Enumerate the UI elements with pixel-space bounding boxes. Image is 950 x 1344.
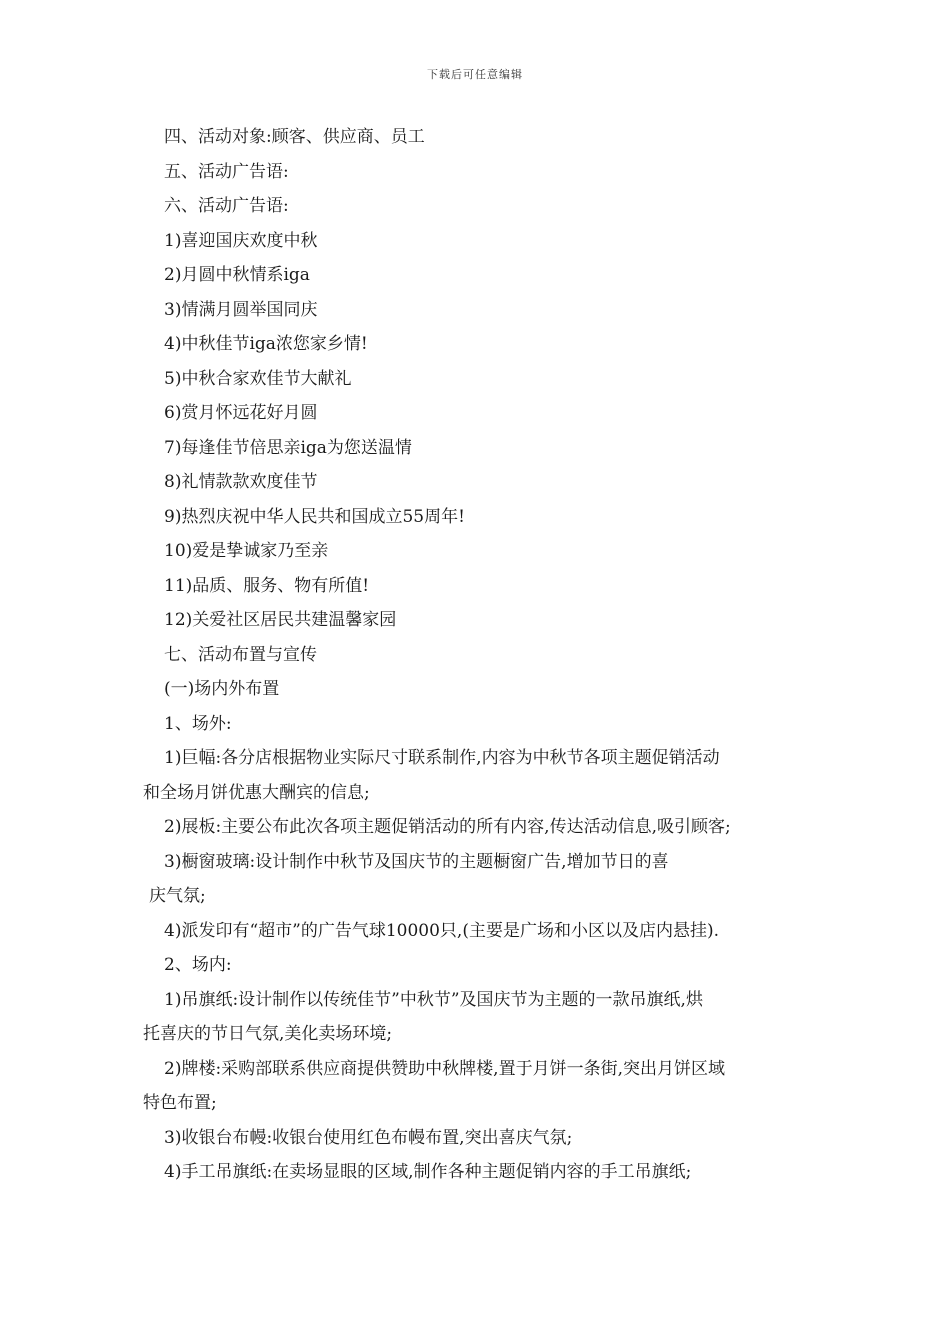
text-line: 1)吊旗纸:设计制作以传统佳节”中秋节”及国庆节为主题的一款吊旗纸,烘	[164, 989, 703, 1010]
text-line: 9)热烈庆祝中华人民共和国成立55周年!	[164, 506, 465, 527]
text-line: 3)情满月圆举国同庆	[164, 299, 318, 320]
text-line: 10)爱是挚诚家乃至亲	[164, 541, 329, 561]
text-line: 2)展板:主要公布此次各项主题促销活动的所有内容,传达活动信息,吸引顾客;	[164, 817, 731, 837]
text-line: 4)派发印有“超市”的广告气球10000只,(主要是广场和小区以及店内悬挂).	[164, 920, 719, 941]
text-line: 5)中秋合家欢佳节大献礼	[164, 368, 352, 389]
text-line: 4)手工吊旗纸:在卖场显眼的区域,制作各种主题促销内容的手工吊旗纸;	[164, 1162, 692, 1182]
text-line: 4)中秋佳节iga浓您家乡情!	[164, 334, 368, 354]
text-line: 2、场内:	[164, 955, 232, 975]
text-line: 庆气氛;	[149, 886, 206, 906]
text-line: 3)收银台布幔:收银台使用红色布幔布置,突出喜庆气氛;	[164, 1127, 573, 1148]
text-line: 2)月圆中秋情系iga	[164, 265, 310, 285]
text-line: 七、活动布置与宣传	[164, 644, 317, 665]
page-header: 下载后可任意编辑	[427, 68, 523, 81]
text-line: 7)每逢佳节倍思亲iga为您送温情	[164, 437, 412, 458]
document-body	[143, 120, 815, 1190]
text-line: 四、活动对象:顾客、供应商、员工	[164, 127, 425, 147]
text-line: 1、场外:	[164, 713, 232, 734]
text-line: 2)牌楼:采购部联系供应商提供赞助中秋牌楼,置于月饼一条街,突出月饼区域	[164, 1058, 725, 1079]
text-line: 1)喜迎国庆欢度中秋	[164, 230, 318, 251]
text-line: 特色布置;	[143, 1093, 217, 1113]
text-line: (一)场内外布置	[164, 679, 280, 699]
text-line: 6)赏月怀远花好月圆	[164, 403, 318, 423]
text-line: 托喜庆的节日气氛,美化卖场环境;	[143, 1024, 393, 1044]
text-line: 3)橱窗玻璃:设计制作中秋节及国庆节的主题橱窗广告,增加节日的喜	[164, 851, 669, 872]
text-line: 1)巨幅:各分店根据物业实际尺寸联系制作,内容为中秋节各项主题促销活动	[164, 748, 720, 768]
text-line: 六、活动广告语:	[164, 196, 289, 216]
text-line: 8)礼情款款欢度佳节	[164, 472, 318, 492]
text-line: 和全场月饼优惠大酬宾的信息;	[143, 782, 370, 803]
text-line: 11)品质、服务、物有所值!	[164, 575, 370, 596]
text-line: 五、活动广告语:	[164, 161, 289, 182]
text-line: 12)关爱社区居民共建温馨家园	[164, 610, 397, 630]
